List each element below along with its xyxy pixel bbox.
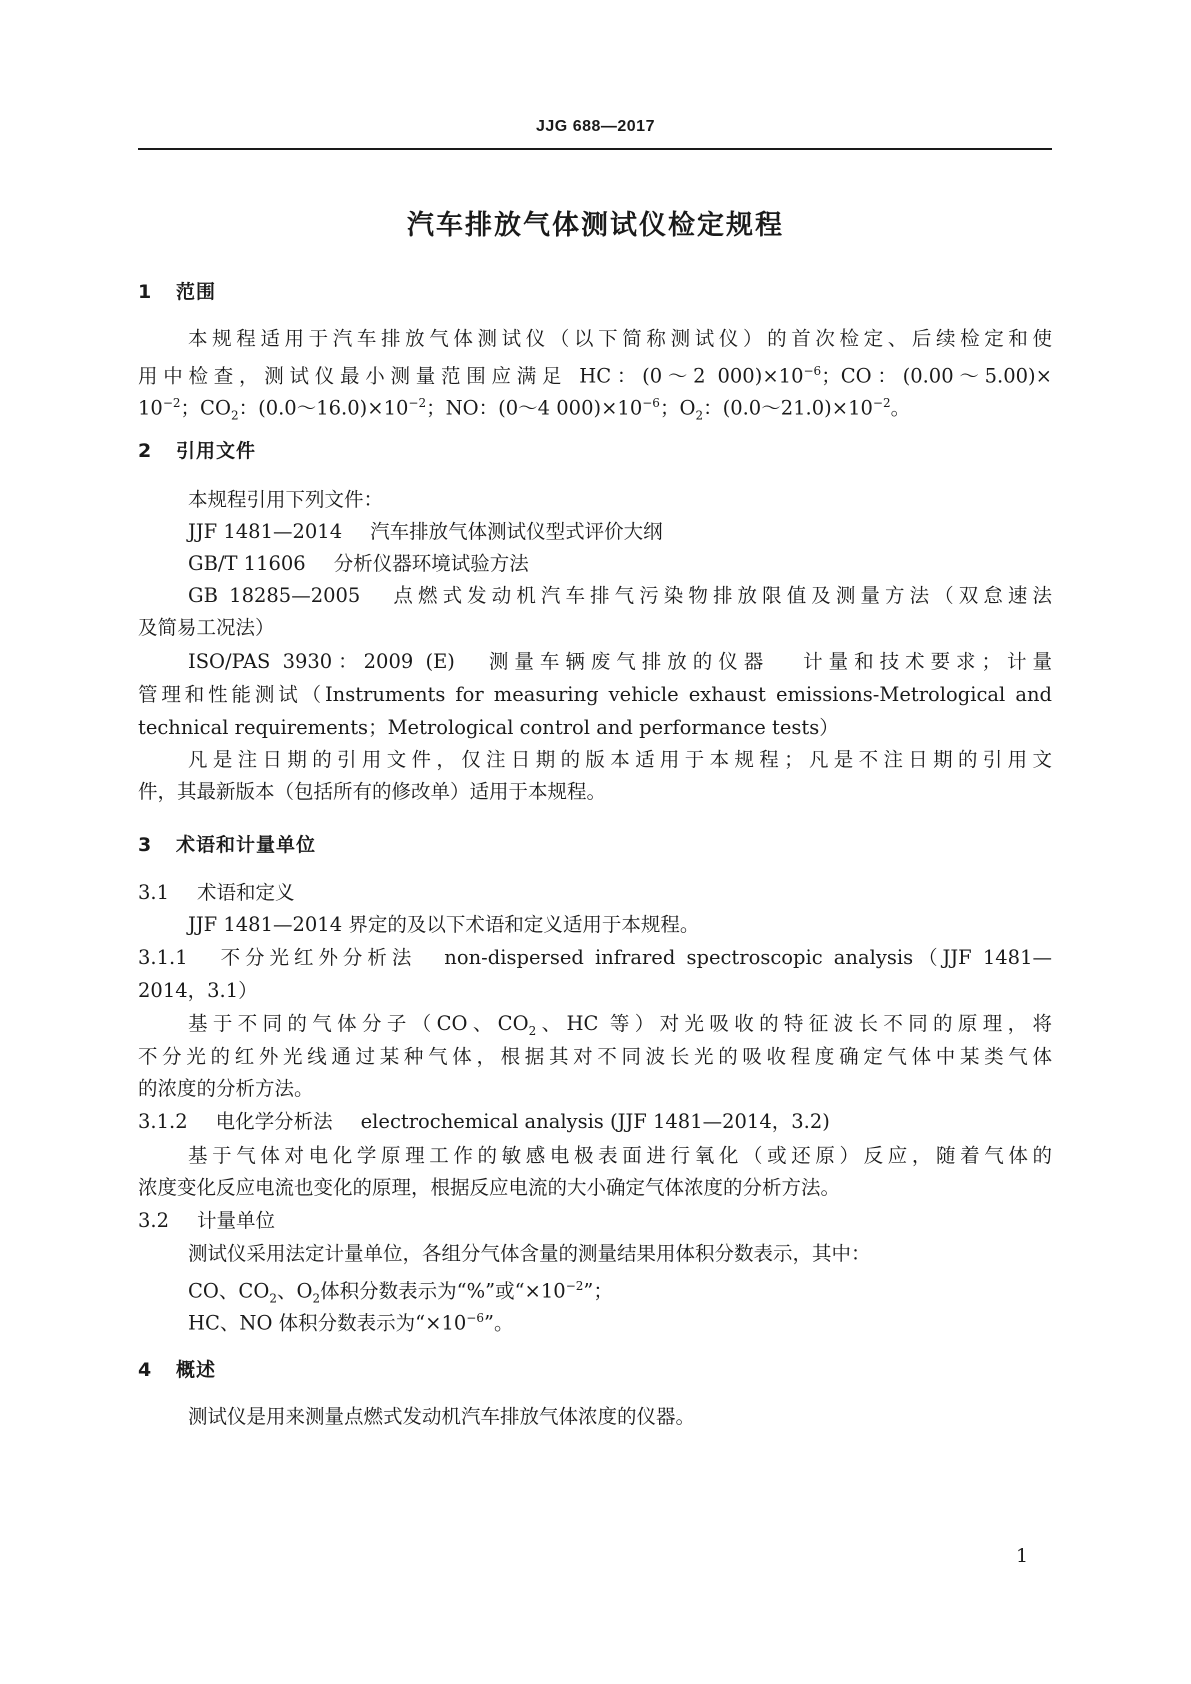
subscript: 2 [230,408,239,423]
section-title: 概述 [176,1359,217,1381]
text-run: 、O [276,1279,313,1303]
text-run: ；CO：(0.00～5.00)× [821,364,1052,388]
superscript: −2 [872,396,891,410]
section-number: 4 [138,1359,153,1381]
subsection-heading [138,881,1052,905]
paragraph-line [188,1012,1052,1043]
superscript: −6 [466,1311,484,1325]
paragraph-line [188,1274,1052,1310]
document-code-header: JJG 688—2017 [536,118,655,135]
page-number: 1 [1016,1545,1029,1567]
text-run: ；O [659,396,696,420]
reference-code: GB 18285—2005 [188,584,361,607]
reference-title: 测量车辆废气排放的仪器 [482,650,770,673]
paragraph-line: 管理和性能测试（Instruments for measuring vehicle exhaust emissions-Metrological and [138,683,1052,706]
header-rule [138,148,1052,150]
superscript: −6 [803,364,822,378]
subsection-heading [138,1110,1052,1134]
text-run: ；NO：(0～4 000)×10 [426,396,643,420]
reference-title: 计量和技术要求；计量 [797,650,1052,673]
section-title: 术语和计量单位 [176,834,317,856]
paragraph-line: 及简易工况法） [138,616,275,639]
paragraph-line [138,391,1052,427]
paragraph-line [138,359,1052,389]
text-run: ”； [583,1279,613,1303]
text-run: 体积分数表示为“%”或“×10 [320,1279,566,1303]
subsection-heading [138,946,1052,970]
subscript: 2 [269,1291,277,1306]
reference-title: 分析仪器环境试验方法 [333,552,529,575]
reference-code: ISO/PAS 3930：2009 (E) [188,650,455,673]
reference-code: JJF 1481—2014 [188,520,343,543]
paragraph-line: JJF 1481—2014 界定的及以下术语和定义适用于本规程。 [188,913,700,936]
section-title: 范围 [176,281,217,303]
paragraph-line: 基于气体对电化学原理工作的敏感电极表面进行氧化（或还原）反应，随着气体的 [188,1144,1052,1167]
section-title: 引用文件 [176,440,257,462]
reference-item [188,584,1052,608]
subsection-title: 计量单位 [197,1209,276,1232]
subsection-english: non-dispersed infrared spectroscopic analysis（JJF 1481— [444,946,1052,969]
text-run: ：(0.0～16.0)×10 [238,396,409,420]
reference-title: 汽车排放气体测试仪型式评价大纲 [370,520,663,543]
paragraph-line: 的浓度的分析方法。 [138,1077,314,1100]
text-run: 10 [138,396,163,420]
section-number: 3 [138,834,153,856]
subsection-english: electrochemical analysis (JJF 1481—2014，3.2) [360,1110,830,1133]
reference-item [188,552,1052,576]
section-number: 1 [138,281,153,303]
paragraph-line [188,1306,1052,1336]
subscript: 2 [528,1023,537,1038]
paragraph-line: 本规程引用下列文件： [188,488,384,511]
paragraph-line: technical requirements；Metrological control and performance tests） [138,716,839,739]
superscript: −2 [408,396,427,410]
text-run: ”。 [484,1311,514,1335]
reference-item [188,650,1052,674]
subsection-title: 电化学分析法 [215,1110,333,1133]
section-4-heading [138,1355,216,1382]
subsection-number: 3.2 [138,1209,170,1232]
superscript: −2 [162,396,181,410]
text-run: ：(0.0～21.0)×10 [703,396,873,420]
subsection-number: 3.1.1 [138,946,188,969]
subscript: 2 [695,408,704,423]
subsection-title: 术语和定义 [197,881,295,904]
section-number: 2 [138,440,153,462]
reference-code: GB/T 11606 [188,552,306,575]
subsection-number: 3.1.2 [138,1110,188,1133]
section-3-heading [138,830,316,857]
subsection-heading [138,1209,1052,1233]
paragraph-line: 浓度变化反应电流也变化的原理，根据反应电流的大小确定气体浓度的分析方法。 [138,1176,841,1199]
superscript: −6 [642,396,660,410]
reference-title: 点燃式发动机汽车排气污染物排放限值及测量方法（双怠速法 [388,584,1052,607]
paragraph-line: 本规程适用于汽车排放气体测试仪（以下简称测试仪）的首次检定、后续检定和使 [188,327,1052,350]
reference-item [188,520,1052,544]
text-run: CO、CO [188,1279,270,1303]
subscript: 2 [312,1291,321,1306]
section-2-heading [138,436,256,463]
text-run: 。 [890,396,911,420]
paragraph-line: 测试仪采用法定计量单位，各组分气体含量的测量结果用体积分数表示，其中： [188,1242,871,1265]
text-run: 基于不同的气体分子（CO、CO [188,1012,529,1035]
text-run: HC、NO 体积分数表示为“×10 [188,1311,467,1335]
text-run: ；CO [180,396,231,420]
subsection-title: 不分光红外分析法 [215,946,417,969]
section-1-heading [138,277,216,304]
paragraph-line: 凡是注日期的引用文件，仅注日期的版本适用于本规程；凡是不注日期的引用文 [188,748,1052,771]
document-title: 汽车排放气体测试仪检定规程 [407,210,784,241]
paragraph-line: 件，其最新版本（包括所有的修改单）适用于本规程。 [138,780,607,803]
paragraph-line: 不分光的红外光线通过某种气体，根据其对不同波长光的吸收程度确定气体中某类气体 [138,1045,1052,1068]
paragraph-line: 测试仪是用来测量点燃式发动机汽车排放气体浓度的仪器。 [188,1405,696,1428]
subsection-number: 3.1 [138,881,170,904]
superscript: −2 [565,1279,584,1293]
text-run: 、HC 等）对光吸收的特征波长不同的原理，将 [536,1012,1052,1035]
paragraph-line: 2014，3.1） [138,979,258,1002]
text-run: 用中检查，测试仪最小测量范围应满足 HC：(0～2 000)×10 [138,364,804,388]
